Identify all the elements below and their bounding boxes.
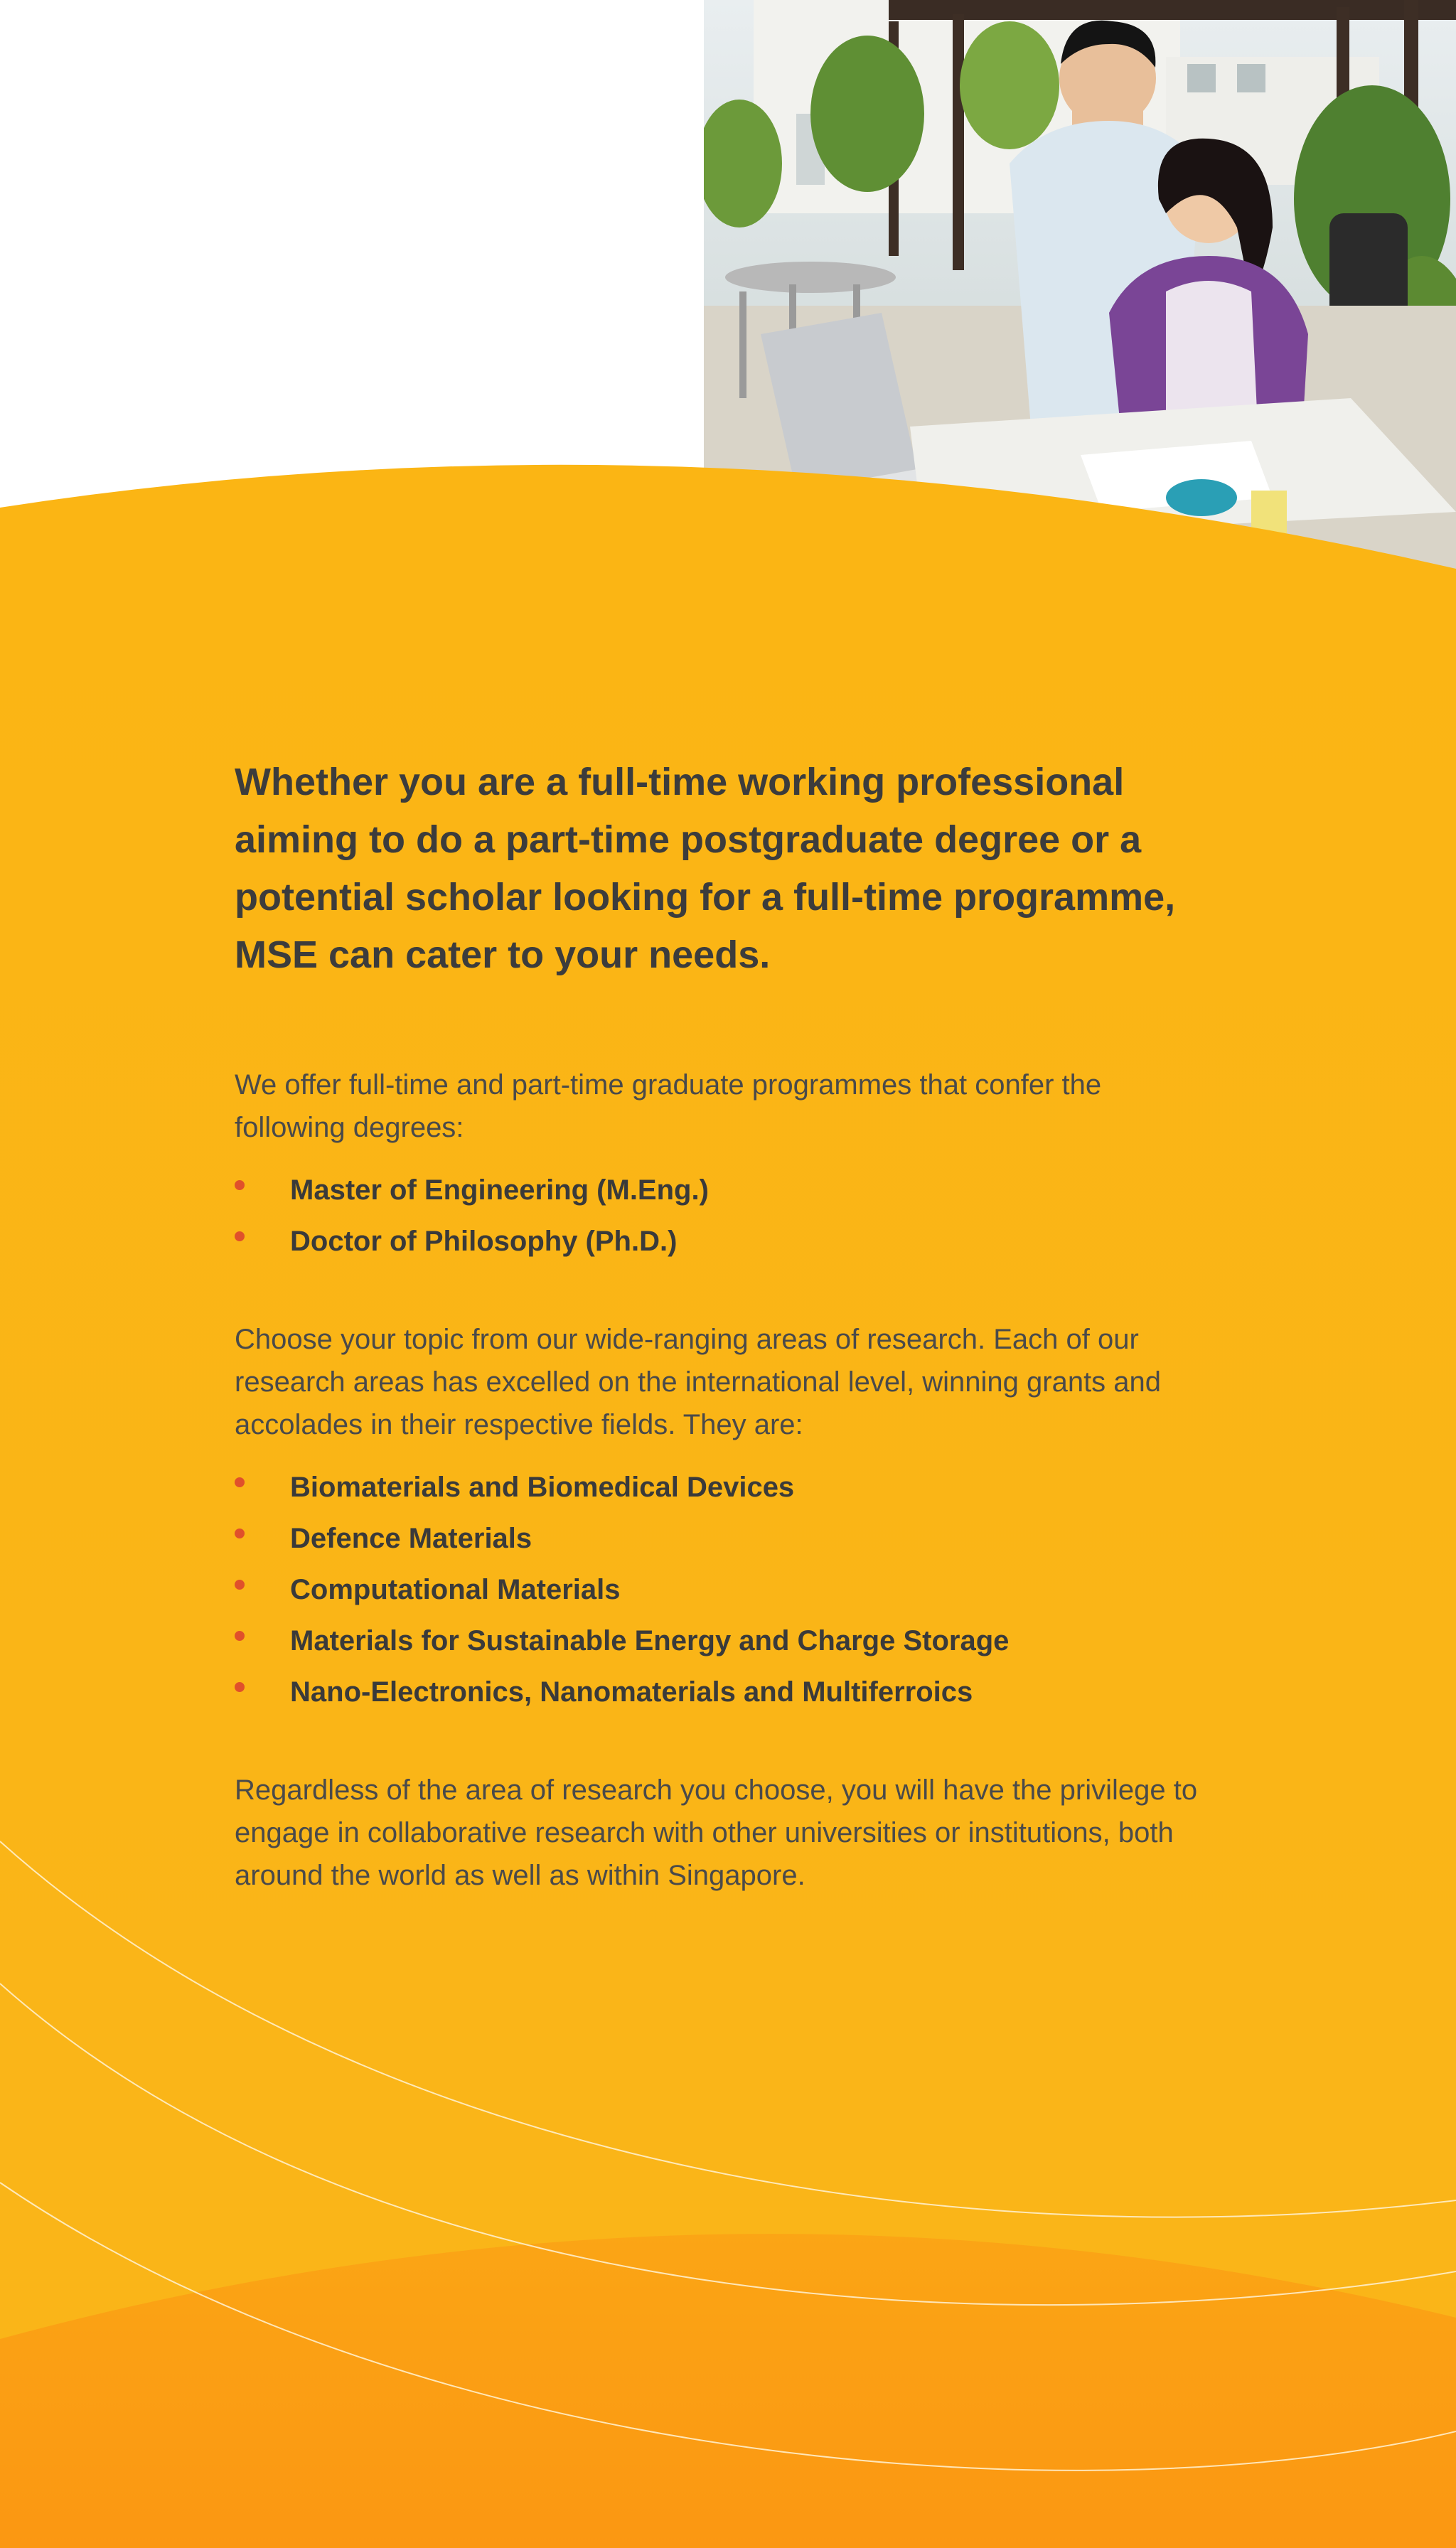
- research-intro: Choose your topic from our wide-ranging areas of research. Each of our research areas has excelled on the international level, winning grants and accolades in their respective fields. They are:: [235, 1324, 1162, 1440]
- bullet-icon: [235, 1180, 245, 1190]
- degree-list: [235, 1165, 1216, 1267]
- research-area-label: Computational Materials: [290, 1574, 621, 1605]
- list-item: [235, 1615, 1216, 1666]
- list-item: [235, 1216, 1216, 1267]
- bullet-icon: [235, 1477, 245, 1487]
- degree-label: Master of Engineering (M.Eng.): [290, 1174, 709, 1206]
- list-item: [235, 1666, 1216, 1718]
- research-area-label: Materials for Sustainable Energy and Charge Storage: [290, 1625, 1010, 1656]
- degree-label: Doctor of Philosophy (Ph.D.): [290, 1226, 678, 1257]
- list-item: [235, 1513, 1216, 1564]
- bullet-icon: [235, 1580, 245, 1590]
- list-item: [235, 1165, 1216, 1216]
- list-item: [235, 1564, 1216, 1615]
- research-area-label: Biomaterials and Biomedical Devices: [290, 1472, 795, 1503]
- degrees-intro: We offer full-time and part-time graduate programmes that confer the following degrees:: [235, 1069, 1102, 1143]
- list-item: [235, 1462, 1216, 1513]
- research-area-label: Nano-Electronics, Nanomaterials and Multiferroics: [290, 1676, 973, 1708]
- main-content: [235, 754, 1216, 1897]
- research-area-list: [235, 1462, 1216, 1718]
- bullet-icon: [235, 1231, 245, 1241]
- bullet-icon: [235, 1682, 245, 1692]
- bullet-icon: [235, 1529, 245, 1538]
- headline: Whether you are a full-time working professional aiming to do a part-time postgraduate degree or a potential scholar looking for a full-time programme, MSE can cater to your needs.: [235, 761, 1176, 976]
- collaboration-note: Regardless of the area of research you choose, you will have the privilege to engage in collaborative research with other universities or institutions, both around the world as well as within Singapore.: [235, 1774, 1198, 1891]
- bullet-icon: [235, 1631, 245, 1641]
- research-area-label: Defence Materials: [290, 1523, 532, 1554]
